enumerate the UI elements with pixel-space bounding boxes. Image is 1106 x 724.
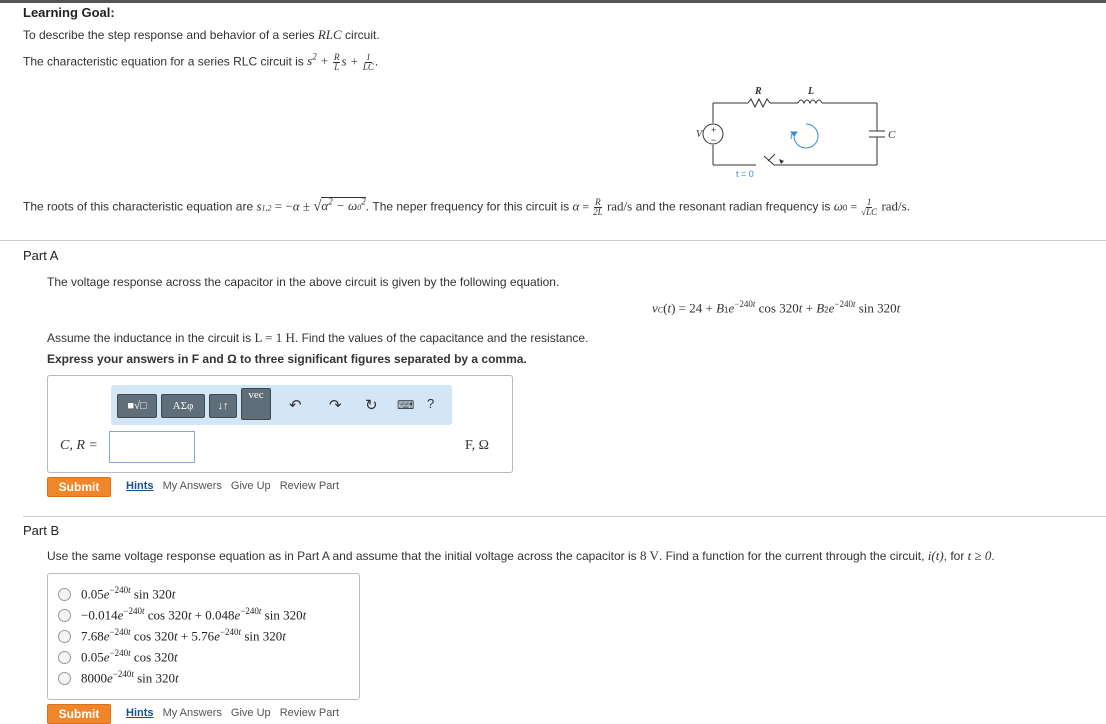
part-a-links <box>126 480 345 492</box>
part-a-answer-box <box>47 375 513 473</box>
part-a-title: Part A <box>23 248 59 263</box>
neper-text: The neper frequency for this circuit is <box>372 199 570 214</box>
resonant-text: and the resonant radian frequency is <box>635 199 831 214</box>
arrows-button[interactable]: ↓↑ <box>209 394 237 418</box>
input-label: C, R = <box>60 438 98 453</box>
label-t0: t = 0 <box>736 169 754 179</box>
greek-symbols-button[interactable]: ΑΣφ <box>161 394 205 418</box>
divider <box>0 240 1106 241</box>
goal-line: To describe the step response and behavior of a series RLC circuit. <box>23 27 380 42</box>
svg-text:−: − <box>711 135 717 145</box>
roots-prefix: The roots of this characteristic equation are <box>23 199 254 214</box>
choice-option-1[interactable]: $0.05e^{-240t}$ sin 320t <box>58 584 175 604</box>
learning-goal-title: Learning Goal: <box>23 5 115 20</box>
roots-line: The roots of this characteristic equation are $s1,2 = -\alpha \pm √\alpha^2 - \omega 0^2$. The neper frequency for this circuit is α = $\frac{R}{2L}$ rad/s and the resonant radian frequency is ω0 = $\frac{1}{√LC}$ rad/s. <box>23 196 910 217</box>
choice-option-4[interactable]: $0.05e^{-240t}$ cos 320t <box>58 647 178 667</box>
label-i: i <box>790 131 793 142</box>
assume-line: Assume the inductance in the circuit is L = 1 H. Find the values of the capacitance and the resistance. <box>47 330 589 345</box>
give-up-link[interactable]: Give Up <box>230 480 271 492</box>
choice-option-5[interactable]: $8000e^{-240t}$ sin 320t <box>58 668 179 688</box>
top-border <box>0 0 1106 3</box>
review-part-link[interactable]: Review Part <box>279 480 340 492</box>
label-C: C <box>888 129 896 141</box>
part-b-title: Part B <box>23 523 60 538</box>
part-a-submit-button[interactable]: Submit <box>47 477 111 497</box>
inductance-value: L = 1 H <box>254 330 295 345</box>
reset-icon[interactable]: ↻ <box>365 397 378 414</box>
label-R: R <box>755 86 762 97</box>
radio-button[interactable] <box>58 630 71 643</box>
my-answers-link[interactable]: My Answers <box>162 480 222 492</box>
characteristic-equation-line: The characteristic equation for a series RLC circuit is $s^2$ + $\frac{R}{L}$ s + $\frac{1}{LC}$ . <box>23 51 379 72</box>
rlc-circuit-diagram <box>678 82 900 180</box>
part-b-prompt: Use the same voltage response equation as in Part A and assume that the initial voltage across the capacitor is 8 V. Find a function for the current through the circuit, i(t), for t ≥ 0. <box>47 548 995 563</box>
svg-text:+: + <box>711 125 717 135</box>
redo-icon[interactable]: ↷ <box>329 397 342 414</box>
hints-link[interactable]: Hints <box>126 480 154 492</box>
divider <box>23 516 1106 517</box>
help-icon[interactable]: ? <box>427 396 435 411</box>
part-b-choices <box>47 573 360 700</box>
give-up-link[interactable]: Give Up <box>230 707 271 719</box>
my-answers-link[interactable]: My Answers <box>162 707 222 719</box>
initial-voltage-value: 8 V <box>640 548 659 563</box>
choice-option-3[interactable]: $7.68e^{-240t}$ $\cos 320t + 5.76e^{-240t}$ sin 320t <box>58 626 286 646</box>
radio-button[interactable] <box>58 609 71 622</box>
label-V: V <box>696 129 703 140</box>
choice-option-2[interactable]: $-0.014e^{-240t}$ $\cos 320t + 0.048e^{-240t}$ sin 320t <box>58 605 306 625</box>
review-part-link[interactable]: Review Part <box>279 707 340 719</box>
unit-label: F, Ω <box>465 438 490 453</box>
keyboard-icon[interactable]: ⌨ <box>397 398 415 412</box>
radio-button[interactable] <box>58 672 71 685</box>
templates-button[interactable]: ■√□ <box>117 394 157 418</box>
label-L: L <box>808 86 815 97</box>
part-a-prompt: The voltage response across the capacitor in the above circuit is given by the following equation. <box>47 275 560 289</box>
char-eq-prefix: The characteristic equation for a series RLC circuit is <box>23 54 304 69</box>
hints-link[interactable]: Hints <box>126 707 154 719</box>
math-toolbar <box>111 385 452 425</box>
answer-input[interactable] <box>109 431 195 463</box>
vector-button[interactable]: vec <box>241 388 271 420</box>
express-instructions: Express your answers in F and Ω to three significant figures separated by a comma. <box>47 352 527 366</box>
part-a-equation: $vC(t) = 24 + B1e^{-240t}$ $\cos 320t + B2e^{-240t}$ sin 320t <box>652 299 901 316</box>
undo-icon[interactable]: ↶ <box>289 397 302 414</box>
part-b-submit-button[interactable]: Submit <box>47 704 111 724</box>
radio-button[interactable] <box>58 588 71 601</box>
part-b-links <box>126 707 345 719</box>
radio-button[interactable] <box>58 651 71 664</box>
